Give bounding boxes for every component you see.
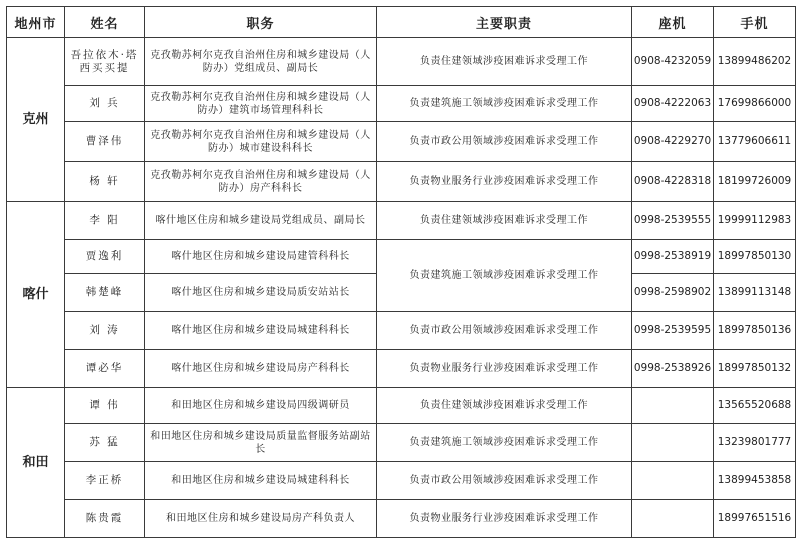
person-duty: 负责建筑施工领域涉疫困难诉求受理工作 bbox=[377, 86, 632, 122]
table-row bbox=[7, 38, 796, 86]
mobile: 13899453858 bbox=[714, 462, 796, 500]
mobile: 13239801777 bbox=[714, 424, 796, 462]
mobile: 13899486202 bbox=[714, 38, 796, 86]
person-title: 和田地区住房和城乡建设局城建科科长 bbox=[145, 462, 377, 500]
person-name: 苏 猛 bbox=[65, 424, 145, 462]
region-kezhou: 克州 bbox=[7, 38, 65, 202]
landline: 0998-2598902 bbox=[632, 274, 714, 312]
person-title: 喀什地区住房和城乡建设局质安站站长 bbox=[145, 274, 377, 312]
person-duty: 负责建筑施工领域涉疫困难诉求受理工作 bbox=[377, 424, 632, 462]
landline: 0908-4232059 bbox=[632, 38, 714, 86]
mobile: 19999112983 bbox=[714, 202, 796, 240]
person-title: 克孜勒苏柯尔克孜自治州住房和城乡建设局（人防办）党组成员、副局长 bbox=[145, 38, 377, 86]
person-name: 李 阳 bbox=[65, 202, 145, 240]
table-row bbox=[7, 388, 796, 424]
landline bbox=[632, 462, 714, 500]
person-name: 谭必华 bbox=[65, 350, 145, 388]
person-name: 李正桥 bbox=[65, 462, 145, 500]
table-row bbox=[7, 500, 796, 538]
mobile: 18997850136 bbox=[714, 312, 796, 350]
landline: 0998-2538919 bbox=[632, 240, 714, 274]
mobile: 13779606611 bbox=[714, 122, 796, 162]
mobile: 18997651516 bbox=[714, 500, 796, 538]
person-title: 喀什地区住房和城乡建设局建管科科长 bbox=[145, 240, 377, 274]
table-row bbox=[7, 312, 796, 350]
person-duty: 负责市政公用领域涉疫困难诉求受理工作 bbox=[377, 122, 632, 162]
person-title: 克孜勒苏柯尔克孜自治州住房和城乡建设局（人防办）建筑市场管理科科长 bbox=[145, 86, 377, 122]
person-duty: 负责市政公用领域涉疫困难诉求受理工作 bbox=[377, 462, 632, 500]
person-name: 韩楚峰 bbox=[65, 274, 145, 312]
person-duty: 负责住建领域涉疫困难诉求受理工作 bbox=[377, 202, 632, 240]
person-title: 和田地区住房和城乡建设局四级调研员 bbox=[145, 388, 377, 424]
region-kashi: 喀什 bbox=[7, 202, 65, 388]
landline: 0908-4229270 bbox=[632, 122, 714, 162]
table-row bbox=[7, 86, 796, 122]
person-title: 克孜勒苏柯尔克孜自治州住房和城乡建设局（人防办）房产科科长 bbox=[145, 162, 377, 202]
header-duty: 主要职责 bbox=[377, 7, 632, 38]
person-title: 喀什地区住房和城乡建设局房产科科长 bbox=[145, 350, 377, 388]
mobile: 18997850130 bbox=[714, 240, 796, 274]
person-name: 陈贵霞 bbox=[65, 500, 145, 538]
landline bbox=[632, 424, 714, 462]
landline bbox=[632, 500, 714, 538]
person-title: 克孜勒苏柯尔克孜自治州住房和城乡建设局（人防办）城市建设科科长 bbox=[145, 122, 377, 162]
person-duty: 负责住建领域涉疫困难诉求受理工作 bbox=[377, 388, 632, 424]
header-title: 职务 bbox=[145, 7, 377, 38]
person-name: 贾逸利 bbox=[65, 240, 145, 274]
table-row bbox=[7, 350, 796, 388]
header-landline: 座机 bbox=[632, 7, 714, 38]
person-duty: 负责物业服务行业涉疫困难诉求受理工作 bbox=[377, 500, 632, 538]
landline: 0908-4228318 bbox=[632, 162, 714, 202]
person-duty: 负责建筑施工领域涉疫困难诉求受理工作 bbox=[377, 240, 632, 312]
person-name: 吾拉依木·塔西买买提 bbox=[65, 38, 145, 86]
landline bbox=[632, 388, 714, 424]
landline: 0908-4222063 bbox=[632, 86, 714, 122]
landline: 0998-2539555 bbox=[632, 202, 714, 240]
person-duty: 负责住建领域涉疫困难诉求受理工作 bbox=[377, 38, 632, 86]
mobile: 18199726009 bbox=[714, 162, 796, 202]
landline: 0998-2539595 bbox=[632, 312, 714, 350]
table-row bbox=[7, 240, 796, 274]
person-name: 曹泽伟 bbox=[65, 122, 145, 162]
header-region: 地州市 bbox=[7, 7, 65, 38]
person-duty: 负责物业服务行业涉疫困难诉求受理工作 bbox=[377, 162, 632, 202]
mobile: 18997850132 bbox=[714, 350, 796, 388]
person-name: 刘 兵 bbox=[65, 86, 145, 122]
person-title: 喀什地区住房和城乡建设局城建科科长 bbox=[145, 312, 377, 350]
table-row bbox=[7, 202, 796, 240]
mobile: 13565520688 bbox=[714, 388, 796, 424]
contact-table bbox=[6, 6, 796, 538]
person-title: 喀什地区住房和城乡建设局党组成员、副局长 bbox=[145, 202, 377, 240]
header-mobile: 手机 bbox=[714, 7, 796, 38]
table-row bbox=[7, 162, 796, 202]
person-name: 刘 涛 bbox=[65, 312, 145, 350]
person-duty: 负责物业服务行业涉疫困难诉求受理工作 bbox=[377, 350, 632, 388]
header-name: 姓名 bbox=[65, 7, 145, 38]
table-row bbox=[7, 424, 796, 462]
mobile: 13899113148 bbox=[714, 274, 796, 312]
person-title: 和田地区住房和城乡建设局房产科负责人 bbox=[145, 500, 377, 538]
landline: 0998-2538926 bbox=[632, 350, 714, 388]
table-row bbox=[7, 462, 796, 500]
person-title: 和田地区住房和城乡建设局质量监督服务站副站长 bbox=[145, 424, 377, 462]
person-name: 杨 轩 bbox=[65, 162, 145, 202]
region-hetian: 和田 bbox=[7, 388, 65, 538]
header-row bbox=[7, 7, 796, 38]
person-duty: 负责市政公用领域涉疫困难诉求受理工作 bbox=[377, 312, 632, 350]
person-name: 谭 伟 bbox=[65, 388, 145, 424]
table-row bbox=[7, 122, 796, 162]
mobile: 17699866000 bbox=[714, 86, 796, 122]
